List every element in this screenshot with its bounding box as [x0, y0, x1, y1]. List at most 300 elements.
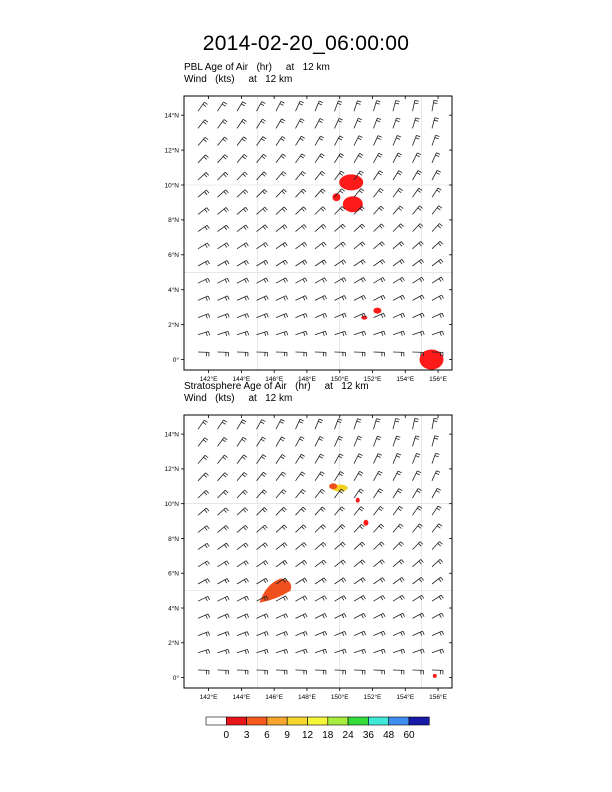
wind-barb: [218, 420, 224, 429]
wind-barb-feather: [303, 507, 306, 510]
wind-barb-feather: [245, 633, 246, 637]
wind-barb: [237, 207, 245, 214]
wind-barb-feather: [338, 101, 342, 102]
wind-barb: [315, 542, 323, 549]
wind-barb-feather: [320, 437, 324, 439]
colorbar-box: [348, 717, 368, 725]
wind-barb-feather: [318, 421, 322, 423]
wind-barb-feather: [359, 454, 363, 456]
wind-barb-feather: [401, 614, 403, 618]
wind-barb-feather: [363, 278, 365, 281]
wind-barb-feather: [364, 631, 366, 635]
wind-barb-feather: [359, 191, 362, 193]
wind-barb: [198, 543, 207, 549]
wind-barb-feather: [436, 135, 440, 136]
wind-barb-feather: [364, 649, 365, 653]
wind-barb-feather: [400, 597, 402, 600]
lon-tick-label: 156°E: [429, 376, 447, 383]
wind-barb-feather: [242, 156, 245, 159]
wind-barb-feather: [264, 580, 266, 583]
wind-barb-feather: [244, 137, 247, 139]
wind-barb: [374, 136, 379, 146]
wind-barb: [335, 507, 342, 515]
wind-barb-feather: [325, 649, 326, 653]
wind-barb-feather: [345, 649, 346, 653]
wind-barb-feather: [301, 119, 305, 121]
bottom-map-panel: [164, 415, 452, 701]
wind-barb: [257, 455, 263, 464]
wind-barb-feather: [358, 118, 362, 120]
wind-barb-feather: [401, 650, 402, 654]
wind-barb-feather: [302, 209, 305, 212]
wind-barb-feather: [264, 189, 267, 192]
wind-barb-feather: [244, 455, 247, 457]
wind-barb: [315, 101, 319, 111]
wind-barb-feather: [361, 524, 364, 527]
wind-barb-feather: [281, 101, 285, 103]
wind-barb: [432, 418, 434, 429]
wind-barb: [237, 437, 243, 446]
wind-barb: [413, 418, 415, 429]
wind-barb-feather: [423, 649, 424, 653]
wind-barb-feather: [325, 614, 327, 618]
wind-barb-feather: [345, 313, 347, 317]
pbl-age-shade: [373, 308, 381, 314]
wind-barb-feather: [304, 242, 306, 245]
wind-barb-feather: [224, 192, 227, 195]
wind-barb-feather: [363, 242, 366, 245]
wind-barb: [276, 507, 284, 515]
wind-barb: [315, 171, 322, 180]
wind-barb-feather: [206, 279, 208, 283]
wind-barb-feather: [206, 508, 209, 511]
wind-barb-feather: [300, 156, 303, 158]
colorbar-box: [267, 717, 287, 725]
wind-barb-feather: [360, 226, 363, 229]
wind-barb-feather: [357, 419, 361, 420]
wind-barb: [432, 206, 439, 215]
wind-barb-feather: [417, 173, 420, 175]
wind-barb-feather: [206, 490, 209, 493]
wind-barb-feather: [263, 472, 266, 474]
wind-barb-feather: [265, 225, 267, 228]
wind-barb-feather: [243, 437, 246, 439]
wind-barb-feather: [203, 440, 206, 442]
wind-barb-feather: [399, 544, 402, 547]
wind-barb-feather: [324, 260, 326, 263]
wind-barb: [198, 155, 206, 163]
wind-barb-feather: [380, 544, 383, 547]
stratosphere-age-shade: [433, 674, 437, 678]
wind-barb-feather: [359, 173, 362, 175]
wind-barb-feather: [396, 138, 400, 140]
wind-barb-feather: [397, 173, 400, 175]
wind-barb-feather: [418, 208, 421, 211]
wind-barb-feather: [228, 331, 229, 335]
wind-barb: [276, 119, 282, 129]
wind-barb: [335, 454, 340, 464]
wind-barb: [393, 524, 400, 532]
wind-barb-feather: [360, 526, 363, 529]
wind-barb: [393, 489, 399, 498]
wind-barb-feather: [340, 153, 343, 155]
wind-barb-feather: [384, 331, 385, 335]
wind-barb-feather: [321, 191, 324, 194]
wind-barb-feather: [321, 208, 324, 211]
wind-barb-feather: [435, 456, 439, 457]
wind-barb: [374, 260, 383, 266]
wind-barb-feather: [204, 510, 207, 513]
wind-barb-feather: [245, 490, 248, 493]
wind-barb-feather: [242, 139, 245, 141]
wind-barb-feather: [364, 331, 365, 335]
wind-barb: [432, 506, 438, 515]
wind-barb-feather: [381, 524, 384, 527]
lon-tick-label: 148°E: [298, 376, 316, 383]
wind-barb-feather: [364, 295, 366, 299]
wind-barb-feather: [305, 578, 307, 581]
wind-barb-feather: [207, 208, 209, 211]
wind-barb-feather: [379, 471, 383, 473]
wind-barb: [393, 577, 402, 584]
wind-barb-feather: [381, 296, 383, 300]
wind-barb-feather: [377, 101, 381, 102]
wind-barb-feather: [440, 559, 443, 562]
wind-barb: [335, 118, 340, 128]
wind-barb-feather: [438, 506, 441, 508]
wind-barb: [296, 101, 301, 111]
wind-barb-feather: [358, 456, 362, 458]
wind-barb-feather: [226, 332, 227, 336]
wind-barb-feather: [282, 509, 285, 512]
wind-barb-feather: [247, 614, 249, 618]
lat-tick-label: 4°N: [168, 605, 179, 613]
wind-barb-feather: [341, 562, 343, 565]
wind-barb-feather: [437, 170, 441, 172]
top-panel-field-label: PBL Age of Air (hr) at 12 km: [184, 62, 330, 73]
wind-barb-feather: [357, 439, 361, 441]
wind-barb-feather: [224, 174, 227, 177]
wind-barb-feather: [423, 631, 425, 635]
wind-barb-feather: [320, 491, 323, 493]
wind-barb-feather: [360, 544, 363, 547]
wind-barb: [218, 437, 224, 446]
wind-barb-feather: [397, 155, 401, 157]
wind-barb: [257, 102, 262, 112]
wind-barb: [432, 100, 434, 111]
wind-barb-feather: [205, 262, 207, 265]
wind-barb: [198, 208, 207, 215]
wind-barb-feather: [245, 525, 248, 528]
wind-barb: [393, 506, 399, 515]
wind-barb-feather: [377, 419, 381, 420]
wind-barb-feather: [439, 541, 442, 544]
wind-barb-feather: [439, 278, 441, 281]
wind-barb: [198, 120, 205, 129]
wind-barb-feather: [301, 437, 305, 439]
wind-barb: [257, 420, 262, 430]
wind-barb: [218, 172, 226, 180]
wind-barb: [413, 188, 419, 197]
wind-barb-feather: [305, 278, 307, 281]
wind-barb-feather: [381, 206, 384, 209]
wind-barb-feather: [438, 243, 441, 246]
wind-barb-feather: [266, 561, 268, 564]
wind-barb-feather: [222, 440, 225, 442]
wind-barb: [335, 436, 340, 446]
wind-barb: [315, 489, 322, 498]
wind-barb-feather: [301, 136, 304, 138]
wind-barb-feather: [442, 331, 443, 335]
wind-barb-feather: [205, 244, 207, 247]
wind-barb-feather: [266, 578, 268, 581]
wind-barb-feather: [208, 314, 209, 318]
wind-barb-feather: [380, 561, 383, 564]
pbl-age-shade: [343, 196, 363, 212]
wind-barb: [237, 543, 246, 550]
wind-barb-feather: [286, 278, 288, 282]
wind-barb: [374, 206, 381, 214]
wind-barb: [237, 119, 243, 128]
wind-barb-feather: [265, 543, 267, 546]
wind-barb-feather: [224, 527, 227, 530]
wind-barb-feather: [325, 313, 327, 317]
wind-barb-feather: [281, 419, 285, 421]
wind-barb: [296, 437, 301, 447]
wind-barb-feather: [223, 139, 226, 142]
wind-barb-feather: [397, 135, 401, 137]
wind-barb: [296, 119, 301, 129]
wind-barb: [335, 136, 340, 146]
wind-barb: [354, 507, 361, 516]
wind-barb-feather: [419, 261, 421, 264]
wind-barb-feather: [396, 456, 400, 458]
wind-barb-feather: [417, 471, 421, 473]
wind-barb-feather: [224, 209, 227, 212]
wind-barb-feather: [208, 596, 210, 600]
wind-barb: [354, 471, 360, 480]
wind-barb-feather: [380, 579, 382, 582]
wind-barb-feather: [439, 296, 441, 300]
wind-barb: [413, 488, 419, 498]
wind-barb: [276, 242, 285, 248]
wind-barb: [276, 101, 281, 111]
wind-barb-feather: [358, 436, 362, 438]
wind-barb: [354, 489, 360, 498]
wind-barb-feather: [306, 331, 307, 335]
wind-barb-feather: [437, 488, 441, 490]
wind-barb: [393, 224, 401, 232]
wind-barb: [335, 224, 343, 231]
wind-barb-feather: [359, 136, 363, 138]
wind-barb-feather: [322, 489, 325, 491]
colorbar-box: [247, 717, 267, 725]
wind-barb-feather: [403, 295, 405, 299]
wind-barb: [413, 506, 419, 515]
wind-barb: [237, 490, 245, 498]
wind-barb-feather: [204, 192, 207, 195]
wind-barb-feather: [205, 120, 208, 122]
lat-tick-label: 14°N: [164, 431, 179, 439]
lon-tick-label: 142°E: [199, 376, 218, 383]
wind-barb-feather: [264, 172, 267, 175]
wind-barb-feather: [323, 632, 325, 636]
wind-barb-feather: [396, 419, 400, 420]
wind-barb-feather: [261, 121, 264, 123]
wind-barb-feather: [396, 436, 400, 437]
wind-barb-feather: [245, 190, 248, 193]
wind-barb-feather: [379, 171, 382, 173]
wind-barb: [315, 119, 320, 129]
lat-tick-label: 2°N: [168, 640, 179, 648]
wind-barb-feather: [283, 244, 285, 247]
wind-barb-feather: [395, 421, 399, 422]
wind-barb-feather: [305, 614, 307, 618]
wind-barb-feather: [416, 138, 420, 139]
wind-barb-feather: [423, 313, 425, 317]
wind-barb-feather: [416, 473, 420, 475]
wind-barb-feather: [323, 525, 326, 528]
wind-barb-feather: [225, 155, 228, 158]
wind-barb-feather: [246, 225, 248, 228]
wind-barb-feather: [302, 226, 305, 229]
wind-barb-feather: [402, 259, 404, 262]
wind-barb-feather: [382, 578, 384, 581]
wind-barb-feather: [423, 331, 424, 335]
wind-barb: [413, 153, 418, 163]
wind-barb-feather: [244, 472, 247, 475]
wind-barb: [432, 436, 435, 447]
wind-barb-feather: [397, 453, 401, 455]
wind-barb: [374, 489, 380, 498]
wind-barb-feather: [283, 279, 285, 283]
wind-barb-feather: [284, 189, 287, 192]
wind-barb-feather: [434, 100, 438, 101]
wind-barb-feather: [362, 650, 363, 654]
wind-barb-feather: [263, 527, 266, 530]
wind-barb: [393, 453, 397, 463]
wind-barb-feather: [323, 297, 325, 301]
wind-barb-feather: [305, 260, 307, 263]
wind-barb: [393, 135, 397, 145]
wind-barb-feather: [283, 562, 285, 565]
wind-barb-feather: [399, 489, 402, 491]
wind-barb: [296, 489, 303, 498]
wind-barb-feather: [325, 596, 327, 599]
wind-barb-feather: [303, 297, 305, 301]
wind-barb-feather: [324, 560, 326, 563]
wind-barb-feather: [419, 206, 422, 209]
wind-barb: [413, 453, 417, 463]
wind-barb-feather: [438, 543, 441, 546]
wind-barb-feather: [319, 138, 322, 140]
wind-barb-feather: [401, 632, 403, 636]
wind-barb-feather: [280, 439, 283, 441]
wind-barb-feather: [439, 579, 441, 582]
wind-barb-feather: [363, 578, 365, 581]
wind-barb-feather: [322, 171, 325, 173]
wind-barb-feather: [416, 453, 420, 454]
wind-barb: [198, 508, 206, 515]
wind-barb-feather: [396, 101, 400, 102]
lat-tick-label: 8°N: [168, 535, 179, 543]
wind-barb-feather: [286, 631, 287, 635]
wind-barb: [393, 560, 401, 567]
wind-barb-feather: [304, 542, 307, 545]
top-map-panel: [164, 96, 452, 383]
wind-barb-feather: [441, 277, 443, 280]
wind-barb-feather: [262, 156, 265, 158]
wind-barb-feather: [226, 525, 229, 528]
wind-barb-feather: [340, 471, 343, 473]
wind-barb: [374, 506, 381, 515]
wind-barb-feather: [319, 456, 322, 458]
wind-barb-feather: [281, 156, 284, 158]
wind-barb: [315, 454, 321, 464]
wind-barb-feather: [203, 422, 206, 424]
wind-barb: [276, 560, 285, 566]
wind-barb: [237, 172, 245, 180]
wind-barb: [432, 170, 437, 180]
wind-barb-feather: [224, 437, 227, 439]
wind-barb-feather: [223, 420, 226, 422]
wind-barb-feather: [227, 596, 229, 600]
wind-barb-feather: [422, 595, 424, 598]
wind-barb-feather: [398, 471, 402, 473]
wind-barb-feather: [343, 542, 346, 545]
wind-barb: [315, 419, 319, 429]
wind-barb-feather: [435, 118, 439, 119]
wind-barb-feather: [302, 527, 305, 530]
wind-barb-feather: [422, 295, 424, 299]
wind-barb-feather: [436, 453, 440, 454]
wind-barb-feather: [383, 613, 385, 617]
wind-barb-feather: [318, 103, 322, 105]
wind-barb: [432, 118, 435, 129]
wind-barb-feather: [204, 139, 207, 142]
wind-barb: [237, 225, 246, 232]
wind-barb: [315, 472, 321, 481]
wind-barb-feather: [399, 506, 402, 508]
wind-barb: [296, 171, 303, 180]
wind-barb-feather: [301, 191, 304, 194]
wind-barb-feather: [436, 153, 440, 155]
wind-barb-feather: [340, 208, 343, 211]
lon-tick-label: 152°E: [363, 376, 382, 383]
wind-barb-feather: [415, 418, 419, 419]
wind-barb-feather: [263, 544, 265, 547]
wind-barb: [237, 472, 244, 480]
wind-barb-feather: [402, 277, 404, 280]
wind-barb-feather: [340, 526, 343, 529]
wind-barb-feather: [243, 191, 246, 194]
wind-barb-feather: [282, 119, 285, 121]
wind-barb-feather: [225, 315, 226, 319]
wind-barb: [354, 578, 363, 584]
wind-barb: [374, 224, 382, 232]
wind-barb-feather: [382, 242, 385, 245]
wind-barb-feather: [264, 314, 265, 318]
wind-barb-feather: [361, 597, 363, 600]
wind-barb-feather: [438, 225, 441, 228]
colorbar-label: 36: [362, 730, 374, 741]
wind-barb-feather: [342, 189, 345, 192]
wind-barb-feather: [319, 439, 323, 441]
wind-barb-feather: [358, 473, 361, 475]
colorbar-label: 3: [243, 730, 250, 741]
wind-barb-feather: [267, 649, 268, 653]
wind-barb-feather: [342, 632, 344, 636]
